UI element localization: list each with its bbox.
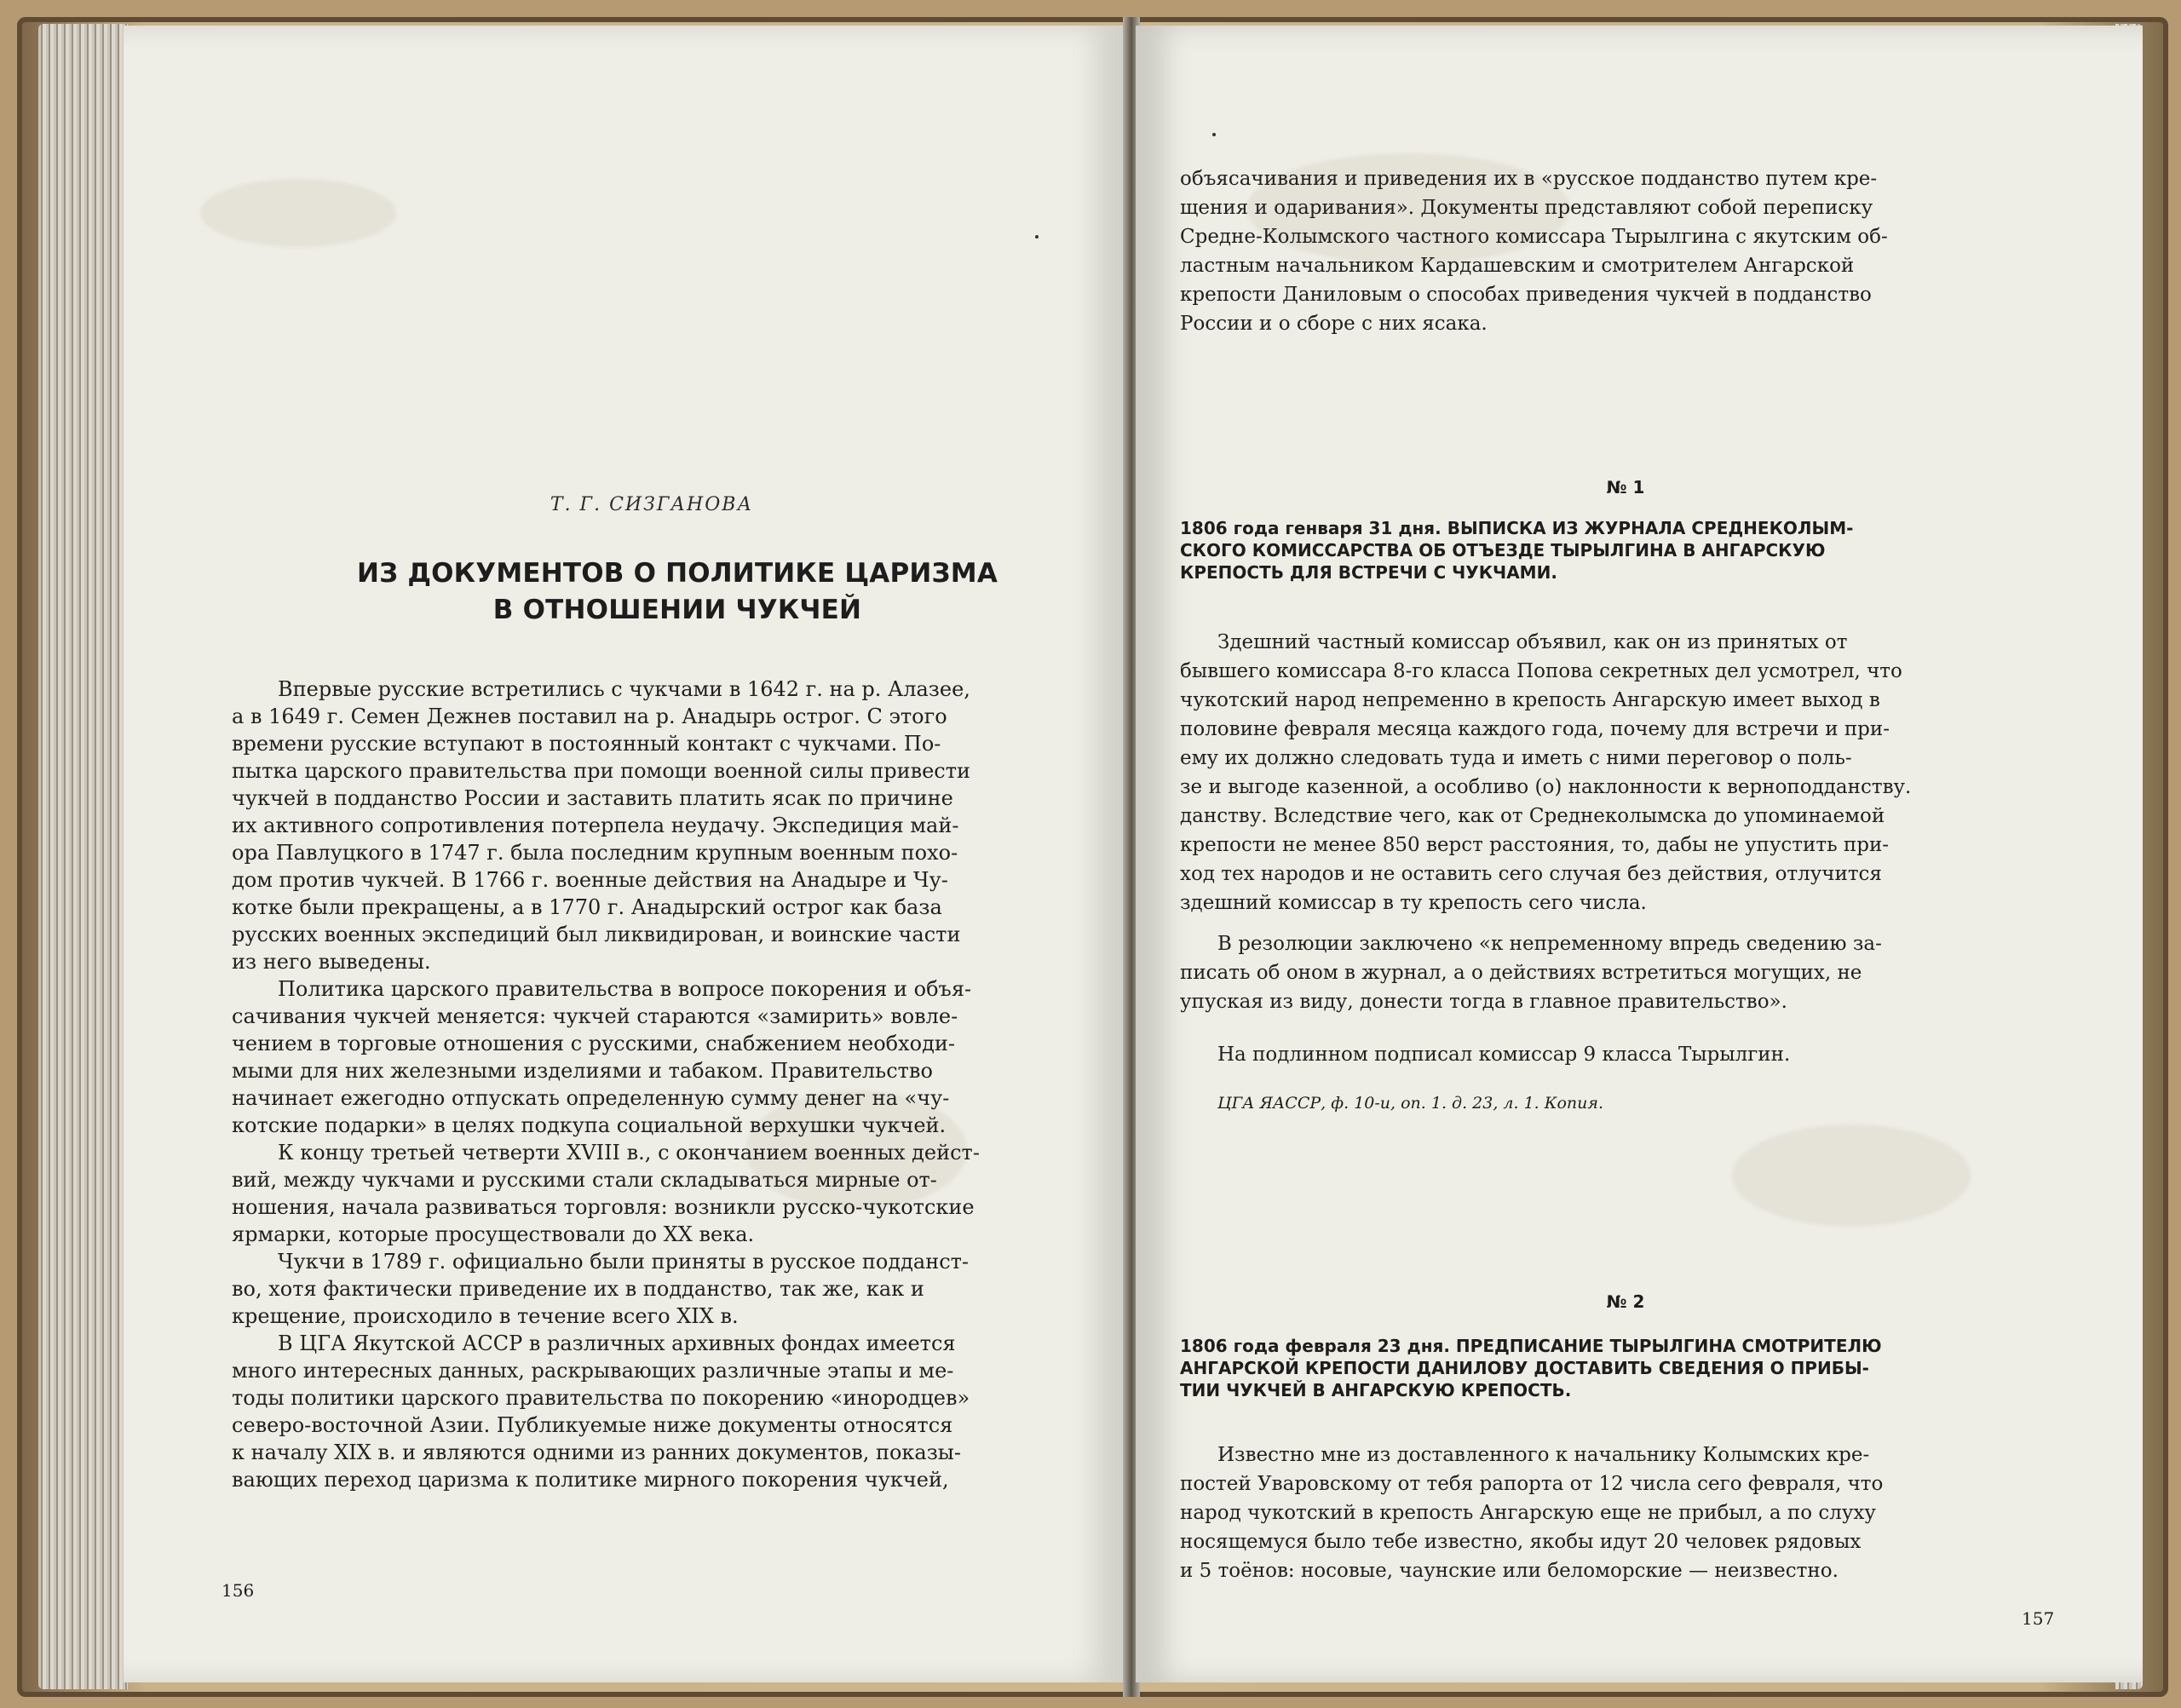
right-page-number: 157 [2022, 1608, 2055, 1629]
doc2-text-line: носящемуся было тебе известно, якобы идут 20 человек рядовых [1180, 1531, 1862, 1553]
text-line: чукчей в подданство России и заставить платить ясак по причине [232, 786, 953, 810]
doc1-text-line: ход тех народов и не оставить сего случая без действия, отлучится [1180, 863, 1882, 885]
document-heading-1: 1806 года генваря 31 дня. ВЫПИСКА ИЗ ЖУРНАЛА СРЕДНЕКОЛЫМ- [1180, 518, 1854, 538]
left-page [124, 26, 1125, 1682]
text-line: Политика царского правительства в вопросе покорения и объя- [278, 977, 972, 1001]
doc1-text-line: В резолюции заключено «к непременному впредь сведению за- [1217, 933, 1882, 955]
doc1-text-line: писать об оном в журнал, а о действиях встретиться могущих, не [1180, 962, 1862, 984]
left-page-number: 156 [222, 1580, 255, 1601]
text-line: их активного сопротивления потерпела неудачу. Экспедиция май- [232, 814, 959, 837]
text-line: Чукчи в 1789 г. официально были приняты в русское подданст- [278, 1250, 970, 1274]
text-line: вающих переход царизма к политике мирного покорения чукчей, [232, 1468, 949, 1492]
doc1-text-line: чукотский народ непременно в крепость Ангарскую имеет выход в [1180, 689, 1880, 711]
doc1-text-line: здешний комиссар в ту крепость сего числа. [1180, 892, 1647, 914]
doc1-text-line: крепости не менее 850 верст расстояния, то, дабы не упустить при- [1180, 834, 1890, 856]
text-line: крещение, происходило в течение всего XIX в. [232, 1304, 739, 1328]
text-line: Впервые русские встретились с чукчами в 1642 г. на р. Алазее, [278, 677, 970, 701]
document-heading-1: СКОГО КОМИССАРСТВА ОБ ОТЪЕЗДЕ ТЫРЫЛГИНА В АНГАРСКУЮ [1180, 540, 1826, 561]
text-line: дом против чукчей. В 1766 г. военные действия на Анадыре и Чу- [232, 868, 948, 892]
text-line: ношения, начала развиваться торговля: возникли русско-чукотские [232, 1195, 975, 1219]
intro-line: России и о сборе с них ясака. [1180, 313, 1488, 335]
text-line: из него выведены. [232, 950, 431, 974]
intro-line: крепости Даниловым о способах приведения чукчей в подданство [1180, 284, 1872, 306]
text-line: пытка царского правительства при помощи военной силы привести [232, 759, 971, 783]
left-page-stack [38, 24, 128, 1689]
doc1-text-line: бывшего комиссара 8-го класса Попова секретных дел усмотрел, что [1180, 660, 1902, 682]
text-line: северо-восточной Азии. Публикуемые ниже документы относятся [232, 1413, 953, 1437]
doc1-text-line: половине февраля месяца каждого года, почему для встречи и при- [1180, 718, 1890, 740]
doc2-text-line: постей Уваровскому от тебя рапорта от 12 числа сего февраля, что [1180, 1473, 1884, 1495]
doc1-text-line: зе и выгоде казенной, а особливо (о) наклонности к верноподданству. [1180, 776, 1912, 798]
doc2-text-line: и 5 тоёнов: носовые, чаунские или беломорские — неизвестно. [1180, 1560, 1839, 1582]
text-line: К концу третьей четверти XVIII в., с окончанием военных дейст- [278, 1141, 980, 1165]
text-line: во, хотя фактически приведение их в подданство, так же, как и [232, 1277, 924, 1301]
text-line: вий, между чукчами и русскими стали складываться мирные от- [232, 1168, 937, 1192]
text-line: русских военных экспедиций был ликвидирован, и воинские части [232, 923, 961, 946]
text-line: начинает ежегодно отпускать определенную сумму денег на «чу- [232, 1086, 950, 1110]
text-line: котке были прекращены, а в 1770 г. Анадырский острог как база [232, 895, 942, 919]
document-heading-2: АНГАРСКОЙ КРЕПОСТИ ДАНИЛОВУ ДОСТАВИТЬ СВЕДЕНИЯ О ПРИБЫ- [1180, 1358, 1869, 1378]
doc1-text-line: данству. Вследствие чего, как от Среднеколымска до упоминаемой [1180, 805, 1885, 827]
document-number-2: № 2 [1606, 1291, 1645, 1312]
paper-speck [1212, 133, 1216, 136]
text-line: ярмарки, которые просуществовали до XX века. [232, 1222, 755, 1246]
text-line: тоды политики царского правительства по покорению «инородцев» [232, 1386, 970, 1410]
document-heading-2: 1806 года февраля 23 дня. ПРЕДПИСАНИЕ ТЫРЫЛГИНА СМОТРИТЕЛЮ [1180, 1336, 1882, 1356]
doc1-text-line: упуская из виду, донести тогда в главное правительство». [1180, 991, 1787, 1013]
document-number-1: № 1 [1606, 477, 1645, 497]
intro-line: объясачивания и приведения их в «русское подданство путем кре- [1180, 168, 1878, 190]
text-line: В ЦГА Якутской АССР в различных архивных фондах имеется [278, 1331, 956, 1355]
document-heading-2: ТИИ ЧУКЧЕЙ В АНГАРСКУЮ КРЕПОСТЬ. [1180, 1380, 1572, 1400]
text-line: а в 1649 г. Семен Дежнев поставил на р. Анадырь острог. С этого [232, 704, 947, 728]
doc1-text-line: Здешний частный комиссар объявил, как он из принятых от [1217, 631, 1848, 653]
doc1-signature-line: На подлинном подписал комиссар 9 класса Тырылгин. [1217, 1044, 1791, 1066]
text-line: сачивания чукчей меняется: чукчей стараются «замирить» вовле- [232, 1004, 958, 1028]
document-heading-1: КРЕПОСТЬ ДЛЯ ВСТРЕЧИ С ЧУКЧАМИ. [1180, 562, 1557, 583]
doc2-text-line: народ чукотский в крепость Ангарскую еще не прибыл, а по слуху [1180, 1502, 1876, 1524]
doc2-text-line: Известно мне из доставленного к начальнику Колымских кре- [1217, 1444, 1870, 1466]
text-line: чением в торговые отношения с русскими, снабжением необходи- [232, 1032, 955, 1055]
paper-speck [1035, 235, 1039, 239]
text-line: времени русские вступают в постоянный контакт с чукчами. По- [232, 732, 941, 756]
text-line: котские подарки» в целях подкупа социальной верхушки чукчей. [232, 1113, 947, 1137]
document-source-1: ЦГА ЯАССР, ф. 10-и, оп. 1. д. 23, л. 1. Копия. [1217, 1094, 1603, 1113]
paper-stain [200, 179, 396, 247]
right-page [1136, 26, 2143, 1682]
doc1-text-line: ему их должно следовать туда и иметь с ними переговор о поль- [1180, 747, 1852, 769]
text-line: мыми для них железными изделиями и табаком. Правительство [232, 1059, 933, 1083]
text-line: много интересных данных, раскрывающих различные этапы и ме- [232, 1359, 954, 1383]
paper-stain [1732, 1124, 1971, 1227]
text-line: к началу XIX в. и являются одними из ранних документов, показы- [232, 1441, 962, 1464]
article-title: ИЗ ДОКУМЕНТОВ О ПОЛИТИКЕ ЦАРИЗМА В ОТНОШЕНИИ ЧУКЧЕЙ [356, 558, 998, 625]
intro-line: ластным начальником Кардашевским и смотрителем Ангарской [1180, 255, 1855, 277]
author-name: Т. Г. СИЗГАНОВА [550, 494, 754, 515]
intro-line: щения и одаривания». Документы представляют собой переписку [1180, 197, 1873, 219]
intro-line: Средне-Колымского частного комиссара Тырылгина с якутским об- [1180, 226, 1888, 248]
text-line: ора Павлуцкого в 1747 г. была последним крупным военным похо- [232, 841, 958, 865]
